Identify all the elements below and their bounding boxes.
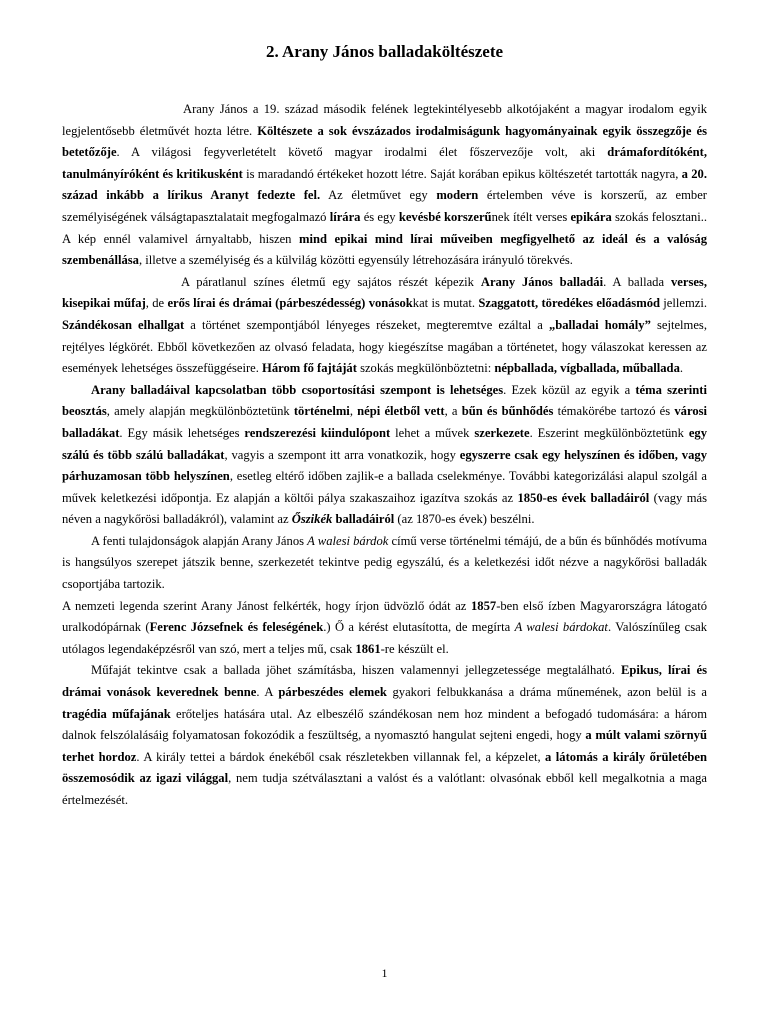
text-run: (vagy más néven a nagykőrösi balladákról), valamint az — [62, 490, 707, 527]
bold-text: népballada, vígballada, műballada — [494, 361, 680, 376]
text-run: című verse történelmi témájú, de a bűn és bűnhődés motívuma is hangsúlyos szerepet játszik benne, szerkezetét tekintve pedig egyszálú, és a keletkezési időt nézve a nagykőrösi balladák csoportjába tartozik. — [62, 533, 707, 592]
bold-text: balladáiról — [332, 512, 395, 527]
text-run: , vagyis a szempont itt arra vonatkozik, hogy — [224, 447, 460, 462]
text-run: Műfaját tekintve csak a ballada jöhet számításba, hiszen valamennyi jellegzetessége megtalálható. — [91, 663, 621, 678]
italic-text: A walesi bárdok — [307, 533, 389, 548]
text-run: , a — [444, 404, 462, 419]
text-run: Arany János a 19. század második felének legtekintélyesebb alkotójaként a magyar irodalom egyik legjelentősebb életművét hozta létre. — [62, 102, 707, 138]
text-run: , esetleg eltérő időben zajlik-e a ballada cselekménye. További kategorizálási alapul szolgál a művek keletkezési időpontja. Ez alapján a költői pálya szakaszaihoz igazítva szokás az — [62, 469, 707, 505]
text-run: témakörébe tartozó és — [553, 404, 675, 419]
text-run: a történet szempontjából lényeges részeket, megteremtve ezáltal a — [184, 317, 549, 332]
text-run: is maradandó értékeket hozott létre. Saját korában epikus költészetét tartották nagyra, — [242, 166, 682, 181]
bold-text: Szándékosan elhallgat — [62, 317, 185, 332]
bold-text: Arany balladáival kapcsolatban több csoportosítási szempont is lehetséges — [91, 382, 504, 397]
bold-text: erős lírai és drámai (párbeszédesség) vonások — [167, 296, 413, 311]
bold-text: drámafordítóként, tanulmányíróként és kritikusként — [62, 145, 707, 181]
text-run: -ben első ízben Magyarországra látogató uralkodópárnak ( — [62, 598, 707, 635]
text-run: . — [679, 361, 684, 376]
page-number: 1 — [381, 966, 388, 980]
text-run: , amely alapján megkülönböztetünk — [106, 404, 294, 419]
bold-text: rendszerezési kiindulópont — [244, 425, 391, 440]
bold-text: lírára — [329, 209, 361, 224]
bold-text: 1850-es évek balladáiról — [517, 490, 650, 505]
bold-text: „balladai homály” — [548, 317, 651, 332]
text-run: . Egy másik lehetséges — [119, 425, 245, 440]
paragraph — [62, 660, 707, 811]
paragraph — [62, 596, 707, 661]
text-run: , illetve a személyiség és a külvilág közötti egyensúly létrehozására irányuló törekvés. — [138, 253, 573, 268]
bold-text: egyszerre csak egy helyszínen és időben, vagy párhuzamosan több helyszínen — [62, 447, 707, 484]
bold-text: téma szerinti beosztás — [62, 382, 707, 419]
text-run: kat is mutat. — [412, 296, 479, 311]
text-run: , nem tudja szétválasztani a valóst és a valótlant: olvasónak ebből kell megalkotnia a maga értelmezését. — [62, 771, 707, 807]
paragraph — [62, 99, 707, 272]
text-run: , de — [145, 296, 168, 311]
bold-text: városi balladákat — [62, 404, 708, 440]
text-run: , — [349, 404, 358, 419]
bold-text: kevésbé korszerű — [398, 209, 492, 224]
text-run: . Valószínűleg csak utólagos legendaképzésről van szó, mert a teljes mű, csak — [62, 620, 707, 656]
bold-text: Költészete a sok évszázados irodalmiságunk hagyományainak egyik összegzője és betetőzője — [62, 123, 707, 160]
text-run: . A ballada — [603, 274, 671, 289]
bold-text: a 20. század inkább a lírikus Aranyt fedezte fel. — [62, 166, 708, 203]
bold-text: mind epikai mind lírai műveiben megfigyelhető az ideál és a valóság szembenállása — [62, 231, 707, 268]
bold-text: Három fő fajtáját — [262, 361, 357, 376]
text-run: gyakori felbukkanása a dráma műnemének, azon belül is a — [386, 685, 707, 700]
bold-text: Epikus, lírai és drámai vonások keverednek benne — [62, 663, 708, 700]
text-run: . A — [256, 685, 279, 700]
paragraph — [62, 272, 707, 380]
bold-text: szerkezete — [474, 425, 530, 440]
text-run: (az 1870-es évek) beszélni. — [394, 512, 535, 527]
bold-text: Őszikék — [291, 512, 333, 527]
text-run: és egy — [360, 209, 399, 224]
text-run: -re készült el. — [380, 641, 449, 656]
bold-text: Arany János balladái — [480, 274, 604, 289]
bold-text: bűn és bűnhődés — [461, 404, 554, 419]
paragraph — [62, 531, 707, 596]
text-run: A fenti tulajdonságok alapján Arany János — [91, 533, 308, 548]
bold-text: a múlt valami szörnyű terhet hordoz — [62, 728, 707, 764]
text-run: . Ezek közül az egyik a — [503, 382, 636, 397]
text-run: . A király tettei a bárdok énekéből csak részletekben villannak fel, a képzelet, — [136, 749, 546, 764]
italic-text: A walesi bárdokat — [514, 620, 608, 635]
text-run: . A világosi fegyverletételt követő magyar irodalmi élet főszervezője volt, aki — [116, 145, 608, 160]
text-run: A páratlanul színes életmű egy sajátos részét képezik — [181, 274, 481, 289]
text-run: erőteljes hatására utal. Az elbeszélő szándékosan nem hoz mindent a befogadó tudomására: a három dalnok felszólalásáig folyamatosan fokozódik a feszültség, a nyomasztó hangulat sejteni engedi, hogy — [62, 706, 707, 743]
text-run: lehet a művek — [390, 425, 475, 440]
text-run: szokás felosztani.. A kép ennél valamivel árnyaltabb, hiszen — [62, 209, 708, 246]
text-run: jellemzi. — [660, 296, 708, 311]
bold-text: Szaggatott, töredékes előadásmód — [478, 296, 660, 311]
bold-text: verses, kisepikai műfaj — [62, 274, 707, 311]
bold-text: modern — [436, 188, 479, 203]
text-run: Az életművet egy — [320, 188, 437, 203]
text-run: . Eszerint megkülönböztetünk — [529, 425, 689, 440]
bold-text: történelmi — [293, 404, 350, 419]
bold-text: a látomás a király őrületében összemosódik az igazi világgal — [62, 749, 707, 786]
bold-text: tragédia műfajának — [62, 706, 171, 721]
bold-text: Ferenc Józsefnek és feleségének — [149, 620, 324, 635]
bold-text: párbeszédes elemek — [278, 685, 387, 700]
text-run: értelemben véve is korszerű, az ember személyiségének válságtapasztalatait megfogalmazó — [62, 188, 707, 224]
bold-text: epikára — [570, 209, 612, 224]
text-run: A nemzeti legenda szerint Arany Jánost felkérték, hogy írjon üdvözlő ódát az — [62, 598, 471, 613]
text-run: nek ítélt verses — [491, 209, 571, 224]
text-run: sejtelmes, rejtélyes légkörét. Ebből következően az olvasó feladata, hogy kiegészítse magában a történetet, hogy válaszokat keressen az események lehetséges összefüggéseire. — [62, 317, 707, 376]
document-body — [62, 99, 707, 812]
bold-text: 1857 — [471, 598, 497, 613]
text-run: .) Ő a kérést elutasította, de megírta — [323, 620, 515, 635]
paragraph — [62, 380, 707, 531]
bold-text: egy szálú és több szálú balladákat — [62, 425, 708, 462]
page-title: 2. Arany János balladaköltészete — [265, 42, 504, 61]
text-run: szokás megkülönböztetni: — [356, 361, 495, 376]
bold-text: népi életből vett — [357, 404, 445, 419]
bold-text: 1861 — [355, 641, 381, 656]
